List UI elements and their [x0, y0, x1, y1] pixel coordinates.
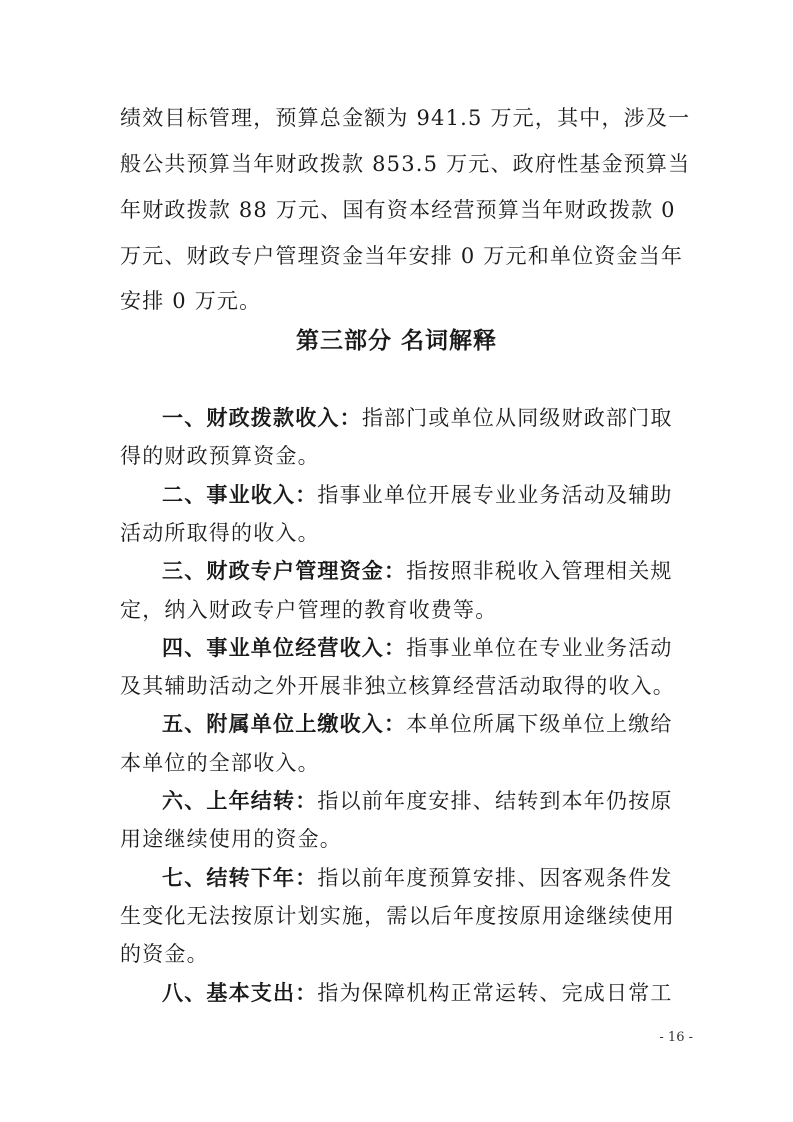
definition-first-line	[162, 979, 680, 1007]
page-number: - 16 -	[659, 1030, 693, 1045]
definition-term: 五、附属单位上缴收入：	[162, 712, 407, 737]
definition-term: 二、事业收入：	[162, 482, 318, 507]
intro-line: 万元、财政专户管理资金当年安排 0 万元和单位资金当年	[120, 244, 684, 268]
definition-text: 指按照非税收入管理相关规	[406, 559, 673, 584]
definition-first-line	[162, 404, 680, 432]
definition-text: 本单位所属下级单位上缴给	[406, 712, 673, 737]
definition-term: 三、财政专户管理资金：	[162, 559, 407, 584]
definition-term: 八、基本支出：	[162, 980, 318, 1005]
section-title: 第三部分 名词解释	[295, 328, 497, 354]
definition-continuation: 用途继续使用的资金。	[120, 827, 342, 852]
definition-first-line	[162, 710, 680, 738]
definition-continuation: 生变化无法按原计划实施，需以后年度按原用途继续使用	[120, 903, 675, 928]
definition-continuation: 得的财政预算资金。	[120, 444, 320, 469]
definition-continuation: 本单位的全部收入。	[120, 750, 320, 775]
definition-term: 一、财政拨款收入：	[162, 406, 362, 430]
intro-line: 年财政拨款 88 万元、国有资本经营预算当年财政拨款 0	[120, 198, 676, 222]
definition-text: 指以前年度安排、结转到本年仍按原	[317, 789, 673, 813]
definition-first-line	[162, 787, 680, 815]
definition-text: 指事业单位在专业业务活动	[406, 635, 673, 660]
definition-continuation: 的资金。	[120, 942, 209, 967]
definition-text: 指部门或单位从同级财政部门取	[361, 406, 673, 430]
definition-first-line	[162, 864, 680, 892]
definition-text: 指以前年度预算安排、因客观条件发	[317, 865, 673, 890]
definition-first-line	[162, 557, 680, 585]
definition-continuation: 活动所取得的收入。	[120, 520, 320, 545]
definition-term: 四、事业单位经营收入：	[162, 635, 407, 660]
definition-text: 指事业单位开展专业业务活动及辅助	[317, 482, 673, 507]
definition-continuation: 及其辅助活动之外开展非独立核算经营活动取得的收入。	[120, 674, 675, 699]
intro-line: 安排 0 万元。	[120, 289, 262, 313]
intro-line: 般公共预算当年财政拨款 853.5 万元、政府性基金预算当	[120, 152, 691, 176]
intro-line: 绩效目标管理，预算总金额为 941.5 万元，其中，涉及一	[120, 106, 691, 130]
definition-first-line	[162, 634, 680, 662]
definition-first-line	[162, 481, 680, 509]
definition-text: 指为保障机构正常运转、完成日常工	[317, 980, 673, 1005]
definition-continuation: 定，纳入财政专户管理的教育收费等。	[120, 597, 498, 622]
definition-term: 七、结转下年：	[162, 865, 318, 890]
definition-term: 六、上年结转：	[162, 789, 318, 813]
